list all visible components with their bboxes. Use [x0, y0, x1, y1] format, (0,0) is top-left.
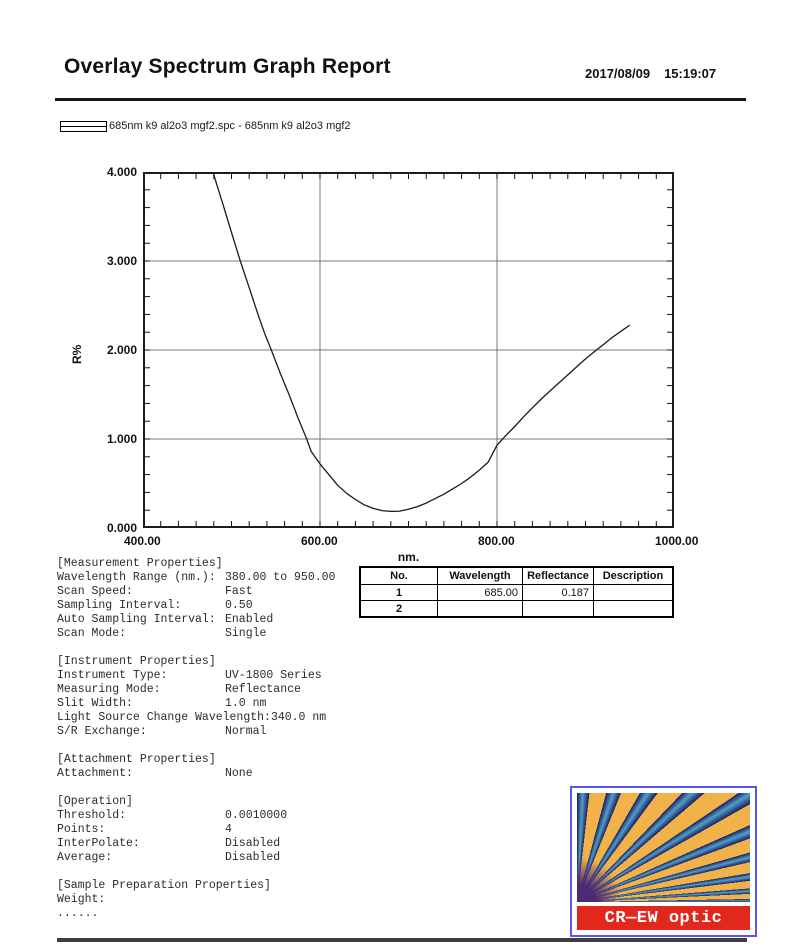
table-cell: 1 [360, 585, 438, 601]
table-row [360, 601, 673, 618]
company-logo [570, 786, 757, 937]
x-tick-label: 800.00 [478, 534, 515, 548]
property-value: Fast [225, 585, 253, 598]
x-tick-label: 1000.00 [655, 534, 699, 548]
peak-table-col-header: Description [594, 567, 674, 585]
table-cell [438, 601, 523, 618]
property-section-title: [Sample Preparation Properties] [57, 879, 271, 892]
plot-area [143, 172, 674, 528]
y-tick-label: 0.000 [106, 521, 137, 535]
property-row [57, 893, 377, 907]
y-tick-label: 4.000 [106, 165, 137, 179]
y-axis-title: R% [70, 344, 84, 364]
report-date: 2017/08/09 [585, 66, 651, 81]
property-label: Scan Mode: [57, 627, 127, 640]
chart-legend [60, 120, 351, 132]
legend-label: 685nm k9 al2o3 mgf2.spc - 685nm k9 al2o3 mgf2 [109, 120, 351, 132]
property-value: 4 [225, 823, 232, 836]
footer-divider [57, 938, 747, 942]
property-row [57, 837, 377, 851]
property-row [57, 585, 377, 599]
peak-table [359, 566, 674, 618]
property-label: Light Source Change Wavelength: [57, 711, 271, 724]
x-axis-title: nm. [397, 550, 420, 564]
property-row [57, 599, 377, 613]
peak-table-col-header: Wavelength [438, 567, 523, 585]
property-section [57, 753, 377, 781]
property-value: Disabled [225, 837, 281, 850]
property-section-title: [Measurement Properties] [57, 557, 223, 570]
property-label: Auto Sampling Interval: [57, 613, 216, 626]
property-label: Instrument Type: [57, 669, 168, 682]
property-section-title: [Operation] [57, 795, 133, 808]
y-tick-label: 1.000 [106, 432, 137, 446]
property-section [57, 795, 377, 865]
table-cell [523, 601, 594, 618]
property-label: Average: [57, 851, 113, 864]
report-datetime [585, 66, 730, 81]
properties-block [57, 557, 377, 921]
property-section-title: [Attachment Properties] [57, 753, 216, 766]
table-cell [594, 585, 674, 601]
property-value: Enabled [225, 613, 274, 626]
property-value: Disabled [225, 851, 281, 864]
property-row [57, 697, 377, 711]
property-row [57, 669, 377, 683]
y-tick-label: 2.000 [106, 343, 137, 357]
table-cell: 0.187 [523, 585, 594, 601]
property-section-title: [Instrument Properties] [57, 655, 216, 668]
spectrum-curve [213, 172, 630, 511]
logo-banner: CR—EW optic [577, 906, 750, 930]
property-row [57, 627, 377, 641]
property-value: UV-1800 Series [225, 669, 322, 682]
property-value: None [225, 767, 253, 780]
property-label: Points: [57, 823, 106, 836]
property-row [57, 767, 377, 781]
property-row [57, 711, 377, 725]
property-row [57, 725, 377, 739]
property-value: Reflectance [225, 683, 301, 696]
property-row [57, 907, 377, 921]
page-title: Overlay Spectrum Graph Report [64, 55, 391, 78]
peak-table-col-header: Reflectance [523, 567, 594, 585]
property-row [57, 809, 377, 823]
table-row [360, 585, 673, 601]
property-value: 1.0 nm [225, 697, 267, 710]
property-value: Normal [225, 725, 267, 738]
property-label: Attachment: [57, 767, 133, 780]
peak-table-body [360, 585, 673, 618]
property-value: Single [225, 627, 267, 640]
property-value: 380.00 to 950.00 [225, 571, 336, 584]
property-section [57, 557, 377, 641]
property-label: Sampling Interval: [57, 599, 182, 612]
property-row [57, 613, 377, 627]
property-label: Wavelength Range (nm.): [57, 571, 216, 584]
property-label: Scan Speed: [57, 585, 133, 598]
legend-line-swatch-icon [60, 121, 107, 132]
property-row [57, 683, 377, 697]
report-time: 15:19:07 [664, 66, 717, 81]
property-label: InterPolate: [57, 837, 140, 850]
sunburst-logo-icon [577, 793, 750, 902]
property-row [57, 571, 377, 585]
x-tick-label: 600.00 [301, 534, 338, 548]
property-value: 0.0010000 [225, 809, 288, 822]
property-row [57, 851, 377, 865]
property-section [57, 879, 377, 921]
property-label: ...... [57, 907, 99, 920]
header-divider [55, 98, 746, 101]
x-tick-label: 400.00 [124, 534, 161, 548]
y-tick-label: 3.000 [106, 254, 137, 268]
property-label: Weight: [57, 893, 106, 906]
property-label: Slit Width: [57, 697, 133, 710]
property-label: S/R Exchange: [57, 725, 147, 738]
table-cell: 685.00 [438, 585, 523, 601]
property-value: 340.0 nm [270, 711, 327, 724]
property-value: 0.50 [225, 599, 253, 612]
peak-table-header [360, 567, 673, 585]
property-label: Threshold: [57, 809, 127, 822]
table-cell [594, 601, 674, 618]
table-cell: 2 [360, 601, 438, 618]
peak-table-col-header: No. [360, 567, 438, 585]
property-row [57, 823, 377, 837]
property-section [57, 655, 377, 739]
property-label: Measuring Mode: [57, 683, 161, 696]
